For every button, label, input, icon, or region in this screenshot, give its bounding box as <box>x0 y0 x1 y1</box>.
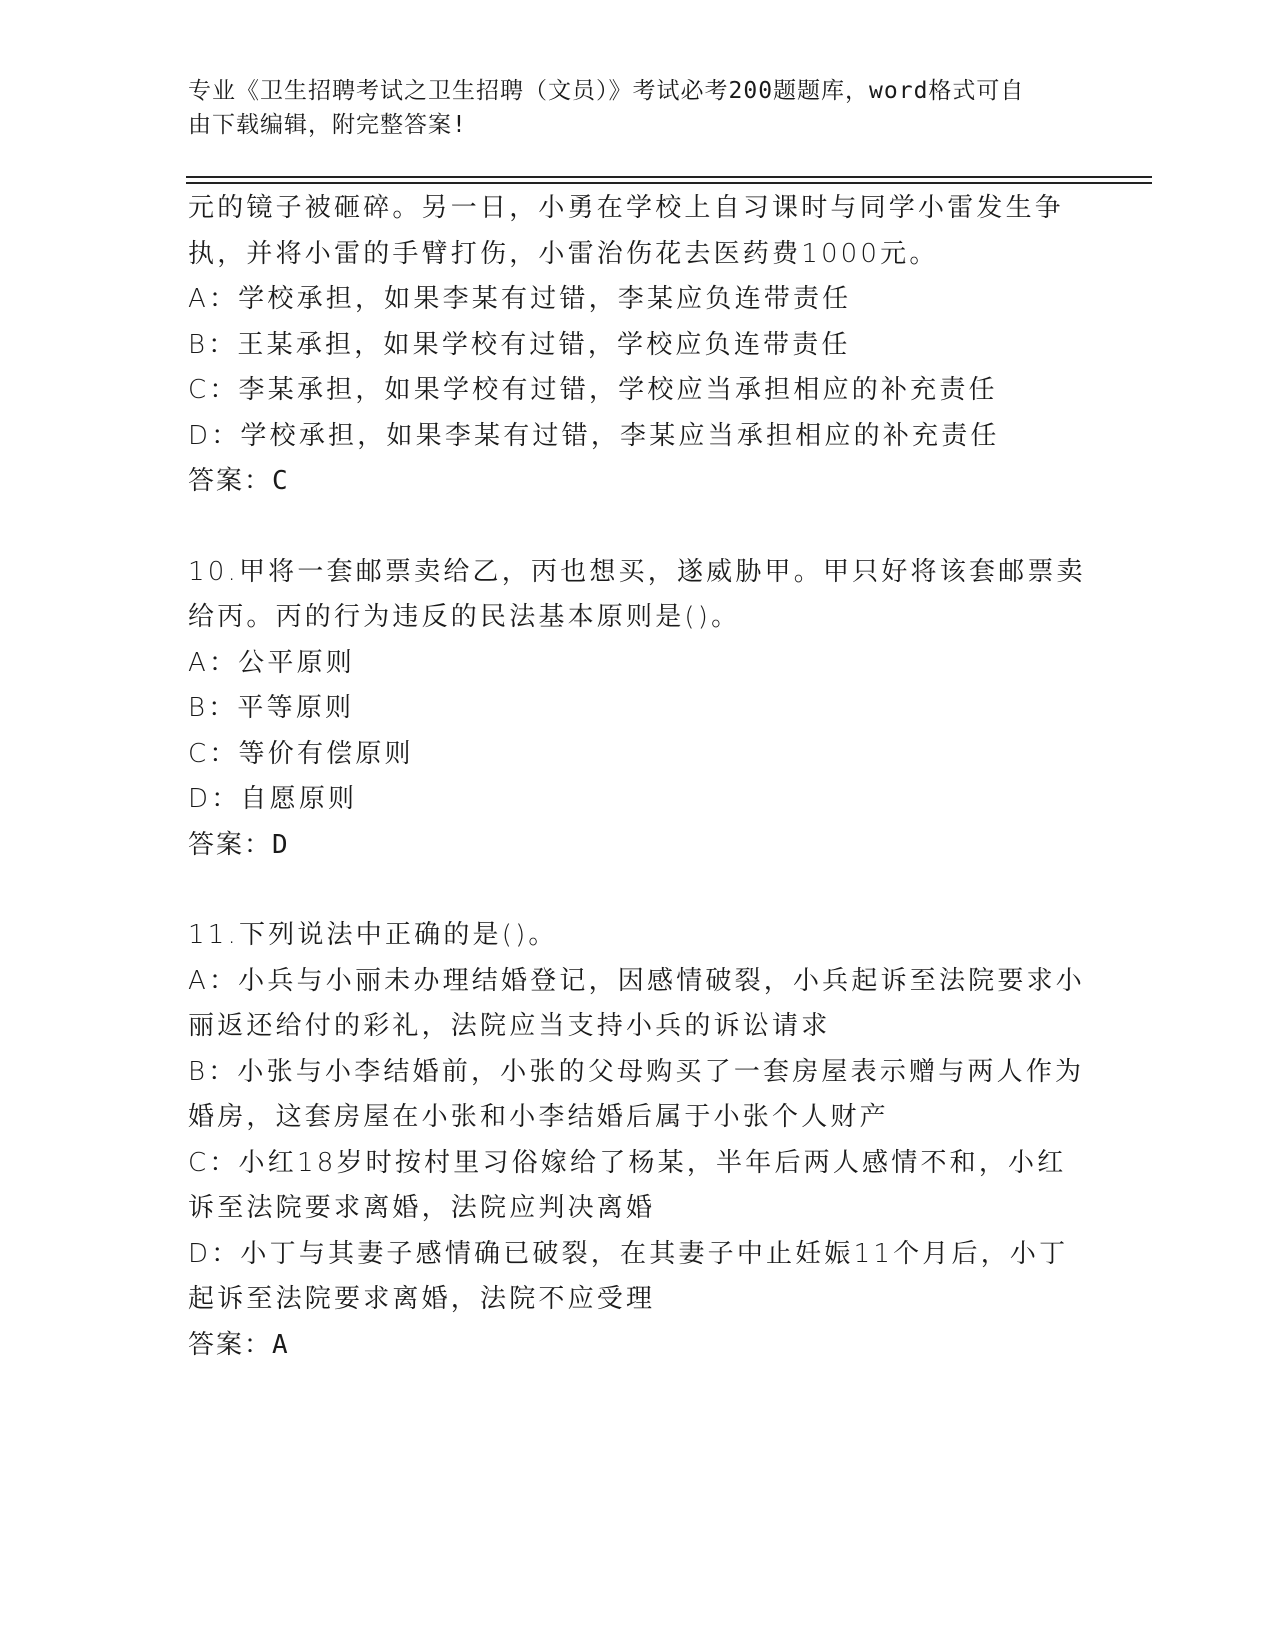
option-b-line: 婚房，这套房屋在小张和小李结婚后属于小张个人财产 <box>188 1102 889 1132</box>
question-stem-line: 10.甲将一套邮票卖给乙，丙也想买，遂威胁甲。甲只好将该套邮票卖 <box>188 556 1086 587</box>
option-b: B：平等原则 <box>188 693 355 723</box>
option-d: D：自愿原则 <box>188 784 358 814</box>
answer-value: D <box>272 829 289 860</box>
answer-value: A <box>272 1329 289 1360</box>
option-a-line: A：小兵与小丽未办理结婚登记，因感情破裂，小兵起诉至法院要求小 <box>188 965 1085 996</box>
question-10 <box>188 550 1088 869</box>
option-a: A：公平原则 <box>188 647 355 678</box>
answer-line <box>188 1323 1088 1369</box>
header-rule-bottom <box>186 182 1152 184</box>
question-text-line: 元的镜子被砸碎。另一日，小勇在学校上自习课时与同学小雷发生争 <box>188 193 1065 223</box>
option-a: A：学校承担，如果李某有过错，李某应负连带责任 <box>188 284 852 314</box>
option-d-line: 起诉至法院要求离婚，法院不应受理 <box>188 1284 656 1314</box>
question-stem-line: 给丙。丙的行为违反的民法基本原则是()。 <box>188 602 741 632</box>
question-11 <box>188 913 1088 1368</box>
option-b-line: B：小张与小李结婚前，小张的父母购买了一套房屋表示赠与两人作为 <box>188 1056 1085 1087</box>
answer-label: 答案： <box>188 829 273 860</box>
answer-value: C <box>272 466 289 496</box>
option-c-line: 诉至法院要求离婚，法院应判决离婚 <box>188 1193 656 1223</box>
header-line-1: 专业《卫生招聘考试之卫生招聘（文员）》考试必考200题题库，word格式可自 <box>188 78 1025 104</box>
document-header <box>188 74 1068 142</box>
question-text-line: 执，并将小雷的手臂打伤，小雷治伤花去医药费1000元。 <box>188 238 939 269</box>
question-stem-line: 11.下列说法中正确的是()。 <box>188 920 558 950</box>
header-line-2: 由下载编辑，附完整答案! <box>188 112 467 138</box>
document-body <box>188 186 1088 1368</box>
header-rule-top <box>186 176 1152 178</box>
answer-label: 答案： <box>188 466 273 496</box>
option-d-line: D：小丁与其妻子感情确已破裂，在其妻子中止妊娠11个月后，小丁 <box>188 1238 1069 1269</box>
option-c: C：等价有偿原则 <box>188 738 414 769</box>
continued-question <box>188 186 1088 505</box>
answer-line <box>188 823 1088 869</box>
option-a-line: 丽返还给付的彩礼，法院应当支持小兵的诉讼请求 <box>188 1011 831 1041</box>
option-c-line: C：小红18岁时按村里习俗嫁给了杨某，半年后两人感情不和，小红 <box>188 1147 1067 1178</box>
answer-label: 答案： <box>188 1329 273 1360</box>
answer-line <box>188 459 1088 505</box>
option-d: D：学校承担，如果李某有过错，李某应当承担相应的补充责任 <box>188 420 1000 451</box>
option-b: B：王某承担，如果学校有过错，学校应负连带责任 <box>188 329 851 360</box>
option-c: C：李某承担，如果学校有过错，学校应当承担相应的补充责任 <box>188 375 998 405</box>
